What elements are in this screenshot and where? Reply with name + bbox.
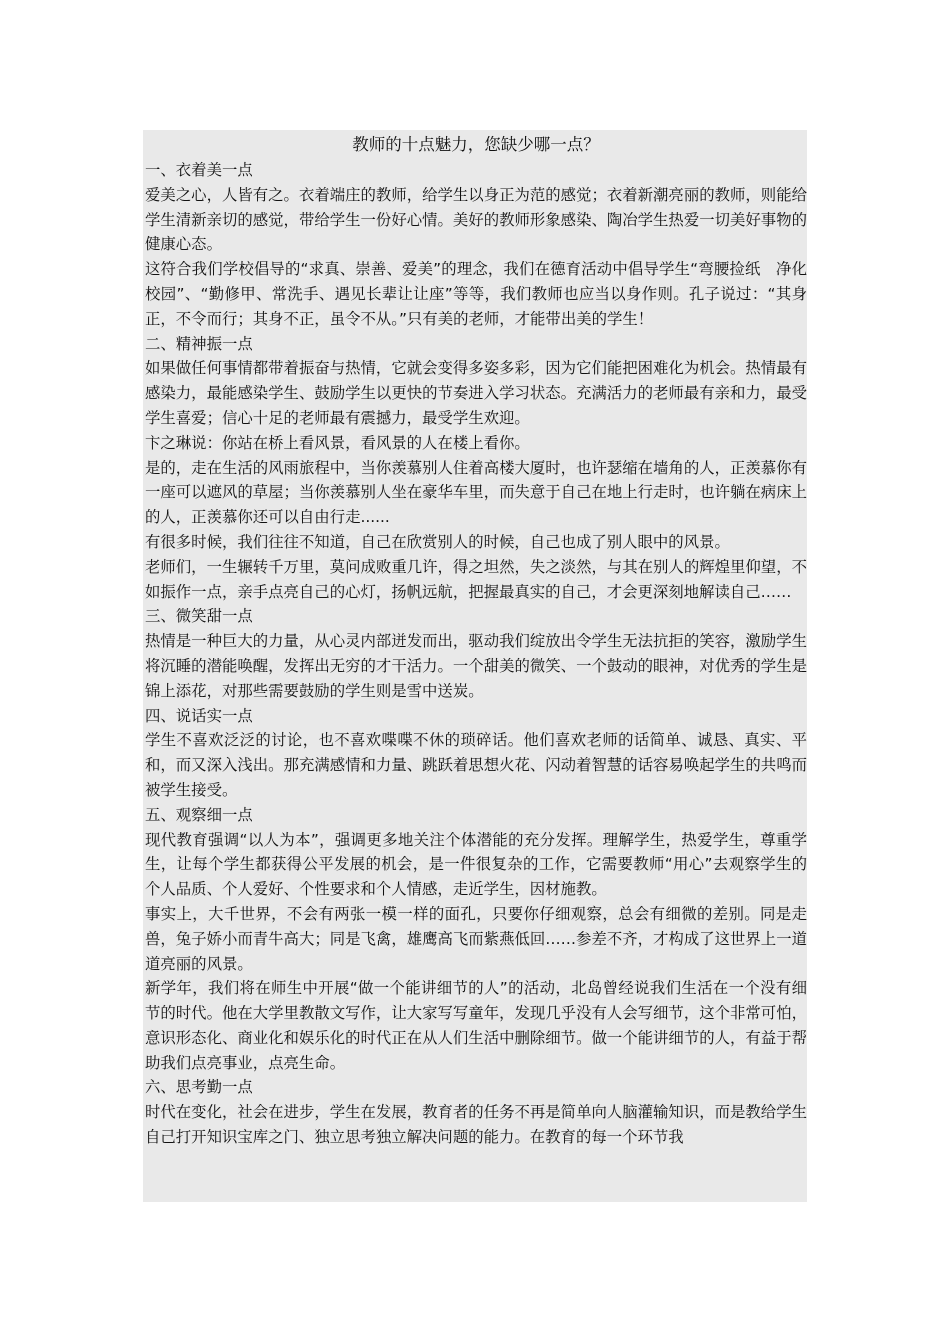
section-heading: 二、精神振一点 <box>145 334 253 353</box>
paragraph: 爱美之心，人皆有之。衣着端庄的教师，给学生以身正为范的感觉；衣着新潮亮丽的教师，则能给学生清新亲切的感觉，带给学生一份好心情。美好的教师形象感染、陶冶学生热爱一切美好事物的健康心态。 <box>145 185 807 254</box>
paragraph: 卞之琳说：你站在桥上看风景，看风景的人在楼上看你。 <box>145 433 530 452</box>
paragraph: 学生不喜欢泛泛的讨论，也不喜欢喋喋不休的琐碎话。他们喜欢老师的话简单、诚恳、真实、平和，而又深入浅出。那充满感情和力量、跳跃着思想火花、闪动着智慧的话容易唤起学生的共鸣而被学生接受。 <box>145 731 807 799</box>
section-heading: 一、衣着美一点 <box>145 161 253 179</box>
document-title: 教师的十点魅力，您缺少哪一点？ <box>352 135 600 154</box>
paragraph: 这符合我们学校倡导的“求真、崇善、爱美”的理念，我们在德育活动中倡导学生“弯腰捡纸 净化校园”、“勤修甲、常洗手、遇见长辈让让座”等等，我们教师也应当以身作则。孔子说过：“其身正，不令而行；其身不正，虽令不从。”只有美的老师，才能带出美的学生！ <box>145 260 807 328</box>
paragraph: 时代在变化，社会在进步，学生在发展，教育者的任务不再是简单向人脑灌输知识，而是教给学生自己打开知识宝库之门、独立思考独立解决问题的能力。在教育的每一个环节我 <box>145 1103 807 1147</box>
paragraph: 现代教育强调“以人为本”，强调更多地关注个体潜能的充分发挥。理解学生，热爱学生，尊重学生，让每个学生都获得公平发展的机会，是一件很复杂的工作，它需要教师“用心”去观察学生的个人品质、个人爱好、个性要求和个人情感，走近学生，因材施教。 <box>145 830 807 899</box>
paragraph: 是的，走在生活的风雨旅程中，当你羡慕别人住着高楼大厦时，也许瑟缩在墙角的人，正羡慕你有一座可以遮风的草屋；当你羡慕别人坐在豪华车里，而失意于自己在地上行走时，也许躺在病床上的人，正羡慕你还可以自由行走...... <box>145 458 807 527</box>
document-content <box>145 158 807 1150</box>
section-heading: 五、观察细一点 <box>145 805 253 824</box>
paragraph: 事实上，大千世界，不会有两张一模一样的面孔，只要你仔细观察，总会有细微的差别。同是走兽，兔子娇小而青牛高大；同是飞禽，雄鹰高飞而紫燕低回……参差不齐，才构成了这世界上一道道亮丽的风景。 <box>145 904 807 973</box>
paragraph: 新学年，我们将在师生中开展“做一个能讲细节的人”的活动，北岛曾经说我们生活在一个没有细节的时代。他在大学里教散文写作，让大家写写童年，发现几乎没有人会写细节，这个非常可怕，意识形态化、商业化和娱乐化的时代正在从人们生活中删除细节。做一个能讲细节的人，有益于帮助我们点亮事业，点亮生命。 <box>145 979 807 1072</box>
section-heading: 四、说话实一点 <box>145 706 253 725</box>
document-body <box>143 132 807 1150</box>
section-heading: 六、思考勤一点 <box>145 1078 253 1097</box>
section-heading: 三、微笑甜一点 <box>145 607 253 626</box>
paragraph: 有很多时候，我们往往不知道，自己在欣赏别人的时候，自己也成了别人眼中的风景。 <box>145 532 730 551</box>
paragraph: 如果做任何事情都带着振奋与热情，它就会变得多姿多彩，因为它们能把困难化为机会。热情最有感染力，最能感染学生、鼓励学生以更快的节奏进入学习状态。充满活力的老师最有亲和力，最受学生喜爱；信心十足的老师最有震撼力，最受学生欢迎。 <box>145 359 807 427</box>
document-page <box>143 130 807 1202</box>
paragraph: 老师们，一生辗转千万里，莫问成败重几许，得之坦然，失之淡然，与其在别人的辉煌里仰望，不如振作一点，亲手点亮自己的心灯，扬帆远航，把握最真实的自己，才会更深刻地解读自己…… <box>145 557 807 601</box>
paragraph: 热情是一种巨大的力量，从心灵内部迸发而出，驱动我们绽放出令学生无法抗拒的笑容，激励学生将沉睡的潜能唤醒，发挥出无穷的才干活力。一个甜美的微笑、一个鼓动的眼神，对优秀的学生是锦上添花，对那些需要鼓励的学生则是雪中送炭。 <box>145 632 807 700</box>
